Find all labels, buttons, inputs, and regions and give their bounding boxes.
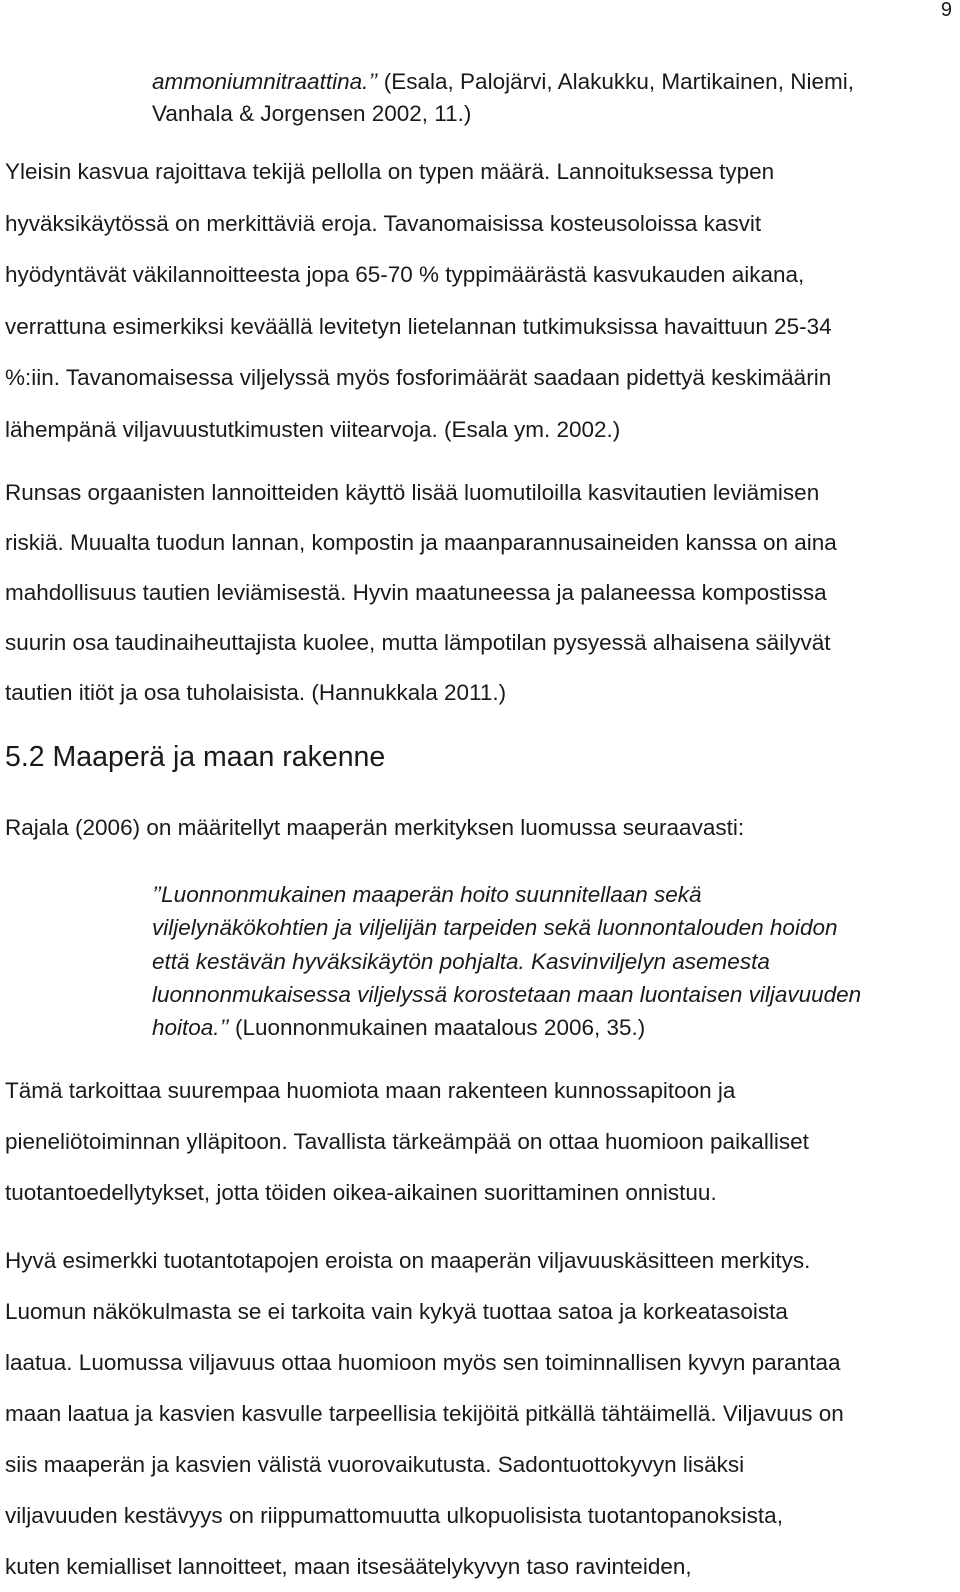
quote-line: että kestävän hyväksikäytön pohjalta. Kasvinviljelyn asemesta — [152, 948, 770, 974]
paragraph-line: kuten kemialliset lannoitteet, maan itsesäätelykyvyn taso ravinteiden, — [5, 1554, 692, 1579]
paragraph-line: Tämä tarkoittaa suurempaa huomiota maan rakenteen kunnossapitoon ja — [5, 1078, 736, 1103]
quote-last-line — [152, 1011, 861, 1044]
paragraph-line: Runsas orgaanisten lannoitteiden käyttö lisää luomutiloilla kasvitautien leviämisen — [5, 480, 820, 505]
paragraph-line: tautien itiöt ja osa tuholaisista. (Hannukkala 2011.) — [5, 680, 507, 705]
paragraph-line: %:iin. Tavanomaisessa viljelyssä myös fosforimäärät saadaan pidettyä keskimäärin — [5, 365, 832, 390]
paragraph-line: siis maaperän ja kasvien välistä vuorovaikutusta. Sadontuottokyvyn lisäksi — [5, 1452, 745, 1477]
quote-continuation-line — [152, 66, 854, 98]
paragraph-line: hyväksikäytössä on merkittäviä eroja. Tavanomaisissa kosteusoloissa kasvit — [5, 210, 762, 236]
paragraph-plant-disease — [5, 468, 837, 718]
paragraph-line: Luomun näkökulmasta se ei tarkoita vain kykyä tuottaa satoa ja korkeatasoista — [5, 1299, 788, 1324]
paragraph-fertility — [5, 1235, 844, 1592]
paragraph-line: verrattuna esimerkiksi keväällä levitetyn lietelannan tutkimuksissa havaittuun 25-34 — [5, 313, 832, 339]
paragraph-line: riskiä. Muualta tuodun lannan, kompostin ja maanparannusaineiden kanssa on aina — [5, 530, 837, 555]
paragraph-line: Yleisin kasvua rajoittava tekijä pellolla on typen määrä. Lannoituksessa typen — [5, 159, 775, 184]
block-quote — [152, 878, 861, 1044]
paragraph-line: pieneliötoiminnan ylläpitoon. Tavallista tärkeämpää on ottaa huomioon paikalliset — [5, 1129, 809, 1154]
paragraph-line: hyödyntävät väkilannoitteesta jopa 65-70 % typpimäärästä kasvukauden aikana, — [5, 262, 805, 287]
citation-text: Vanhala & Jorgensen 2002, 11.) — [152, 101, 472, 126]
paragraph-line: maan laatua ja kasvien kasvulle tarpeellisia tekijöitä pitkällä tähtäimellä. Viljavuus on — [5, 1401, 844, 1426]
italic-quote-end: ammoniumnitraattina.’’ — [152, 69, 378, 94]
paragraph-line: suurin osa taudinaiheuttajista kuolee, mutta lämpotilan pysyessä alhaisena säilyvät — [5, 630, 831, 655]
quote-line: hoitoa.’’ — [152, 1015, 229, 1041]
paragraph-line: laatua. Luomussa viljavuus ottaa huomioon myös sen toiminnallisen kyvyn parantaa — [5, 1350, 841, 1375]
paragraph-line: lähempänä viljavuustutkimusten viitearvoja. (Esala ym. 2002.) — [5, 416, 621, 442]
quote-line: viljelynäkökohtien ja viljelijän tarpeiden sekä luonnontalouden hoidon — [152, 915, 838, 941]
paragraph-soil-structure — [5, 1065, 809, 1218]
intro-sentence — [5, 810, 744, 846]
quote-line: ’’Luonnonmukainen maaperän hoito suunnitellaan sekä — [152, 882, 702, 907]
paragraph-line: mahdollisuus tautien leviämisestä. Hyvin maatuneessa ja palaneessa kompostissa — [5, 580, 827, 605]
paragraph-nitrogen — [5, 146, 832, 455]
paragraph-line: tuotantoedellytykset, jotta töiden oikea-aikainen suorittaminen onnistuu. — [5, 1180, 717, 1205]
paragraph-line: Rajala (2006) on määritellyt maaperän merkityksen luomussa seuraavasti: — [5, 815, 745, 840]
paragraph-line: viljavuuden kestävyys on riippumattomuutta ulkopuolisista tuotantopanoksista, — [5, 1503, 783, 1528]
quote-continuation — [152, 66, 854, 130]
citation-text: (Esala, Palojärvi, Alakukku, Martikainen, Niemi, — [377, 69, 854, 94]
quote-line: luonnonmukaisessa viljelyssä korostetaan maan luontaisen viljavuuden — [152, 981, 862, 1007]
paragraph-line: Hyvä esimerkki tuotantotapojen eroista on maaperän viljavuuskäsitteen merkitys. — [5, 1248, 811, 1273]
section-heading: 5.2 Maaperä ja maan rakenne — [5, 741, 386, 773]
page-number: 9 — [940, 0, 952, 21]
citation-text: (Luonnonmukainen maatalous 2006, 35.) — [228, 1015, 646, 1041]
